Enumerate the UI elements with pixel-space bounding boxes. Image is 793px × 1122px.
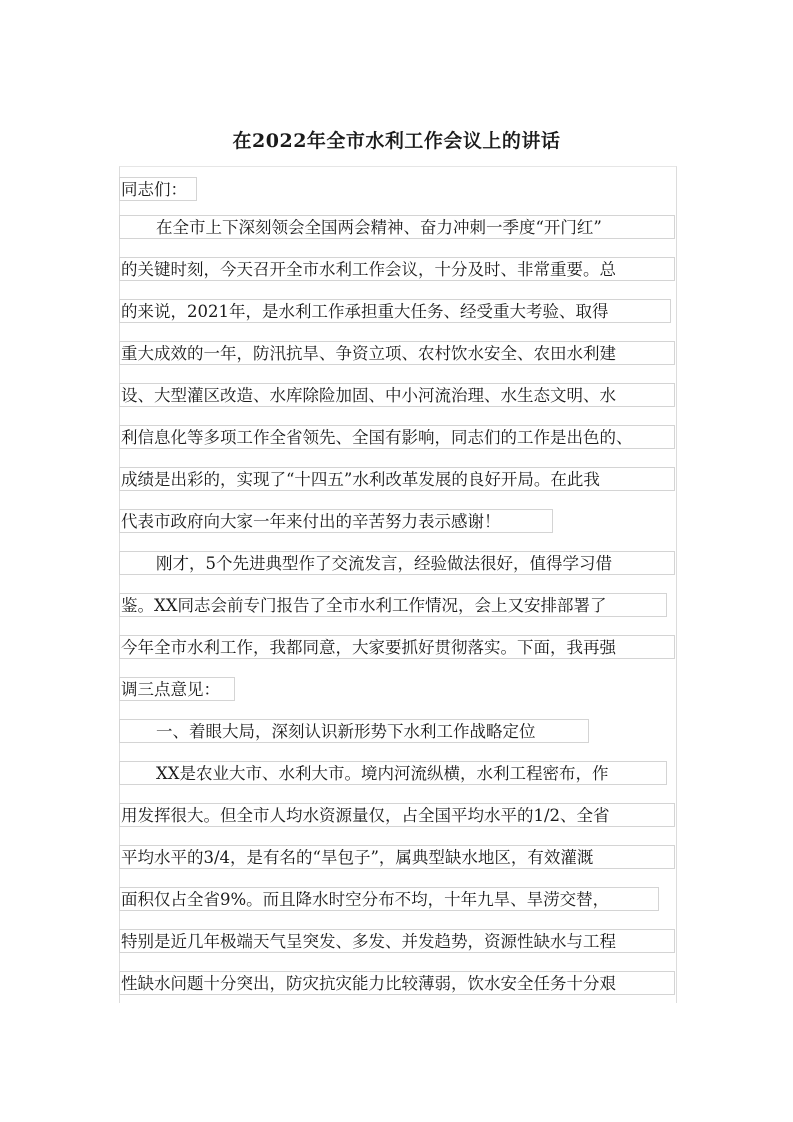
paragraph-line: XX是农业大市、水利大市。境内河流纵横，水利工程密布，作 xyxy=(119,761,667,785)
paragraph-line: 刚才，5个先进典型作了交流发言，经验做法很好，值得学习借 xyxy=(119,551,675,575)
paragraph-line: 的关键时刻，今天召开全市水利工作会议，十分及时、非常重要。总 xyxy=(119,257,675,281)
paragraph-line: 性缺水问题十分突出，防灾抗灾能力比较薄弱，饮水安全任务十分艰 xyxy=(119,971,675,995)
document-title: 在2022年全市水利工作会议上的讲话 xyxy=(232,130,561,152)
paragraph-line: 设、大型灌区改造、水库除险加固、中小河流治理、水生态文明、水 xyxy=(119,383,675,407)
paragraph-line: 成绩是出彩的，实现了“十四五”水利改革发展的良好开局。在此我 xyxy=(119,467,675,491)
paragraph-line: 用发挥很大。但全市人均水资源量仅，占全国平均水平的1/2、全省 xyxy=(119,803,675,827)
paragraph-line: 代表市政府向大家一年来付出的辛苦努力表示感谢！ xyxy=(119,509,553,533)
salutation-line: 同志们： xyxy=(119,177,197,201)
paragraph-line: 面积仅占全省9%。而且降水时空分布不均，十年九旱、旱涝交替， xyxy=(119,887,659,911)
paragraph-line: 在全市上下深刻领会全国两会精神、奋力冲刺一季度“开门红” xyxy=(119,215,675,239)
paragraph-line: 的来说，2021年，是水利工作承担重大任务、经受重大考验、取得 xyxy=(119,299,671,323)
paragraph-line: 今年全市水利工作，我都同意，大家要抓好贯彻落实。下面，我再强 xyxy=(119,635,675,659)
paragraph-line: 利信息化等多项工作全省领先、全国有影响，同志们的工作是出色的、 xyxy=(119,425,675,449)
paragraph-line: 平均水平的3/4，是有名的“旱包子”，属典型缺水地区，有效灌溉 xyxy=(119,845,675,869)
section-heading: 一、着眼大局，深刻认识新形势下水利工作战略定位 xyxy=(119,719,589,743)
paragraph-line: 特别是近几年极端天气呈突发、多发、并发趋势，资源性缺水与工程 xyxy=(119,929,675,953)
paragraph-line: 鉴。XX同志会前专门报告了全市水利工作情况，会上又安排部署了 xyxy=(119,593,667,617)
paragraph-line: 调三点意见： xyxy=(119,677,235,701)
paragraph-line: 重大成效的一年，防汛抗旱、争资立项、农村饮水安全、农田水利建 xyxy=(119,341,675,365)
text-frame xyxy=(119,166,677,1003)
